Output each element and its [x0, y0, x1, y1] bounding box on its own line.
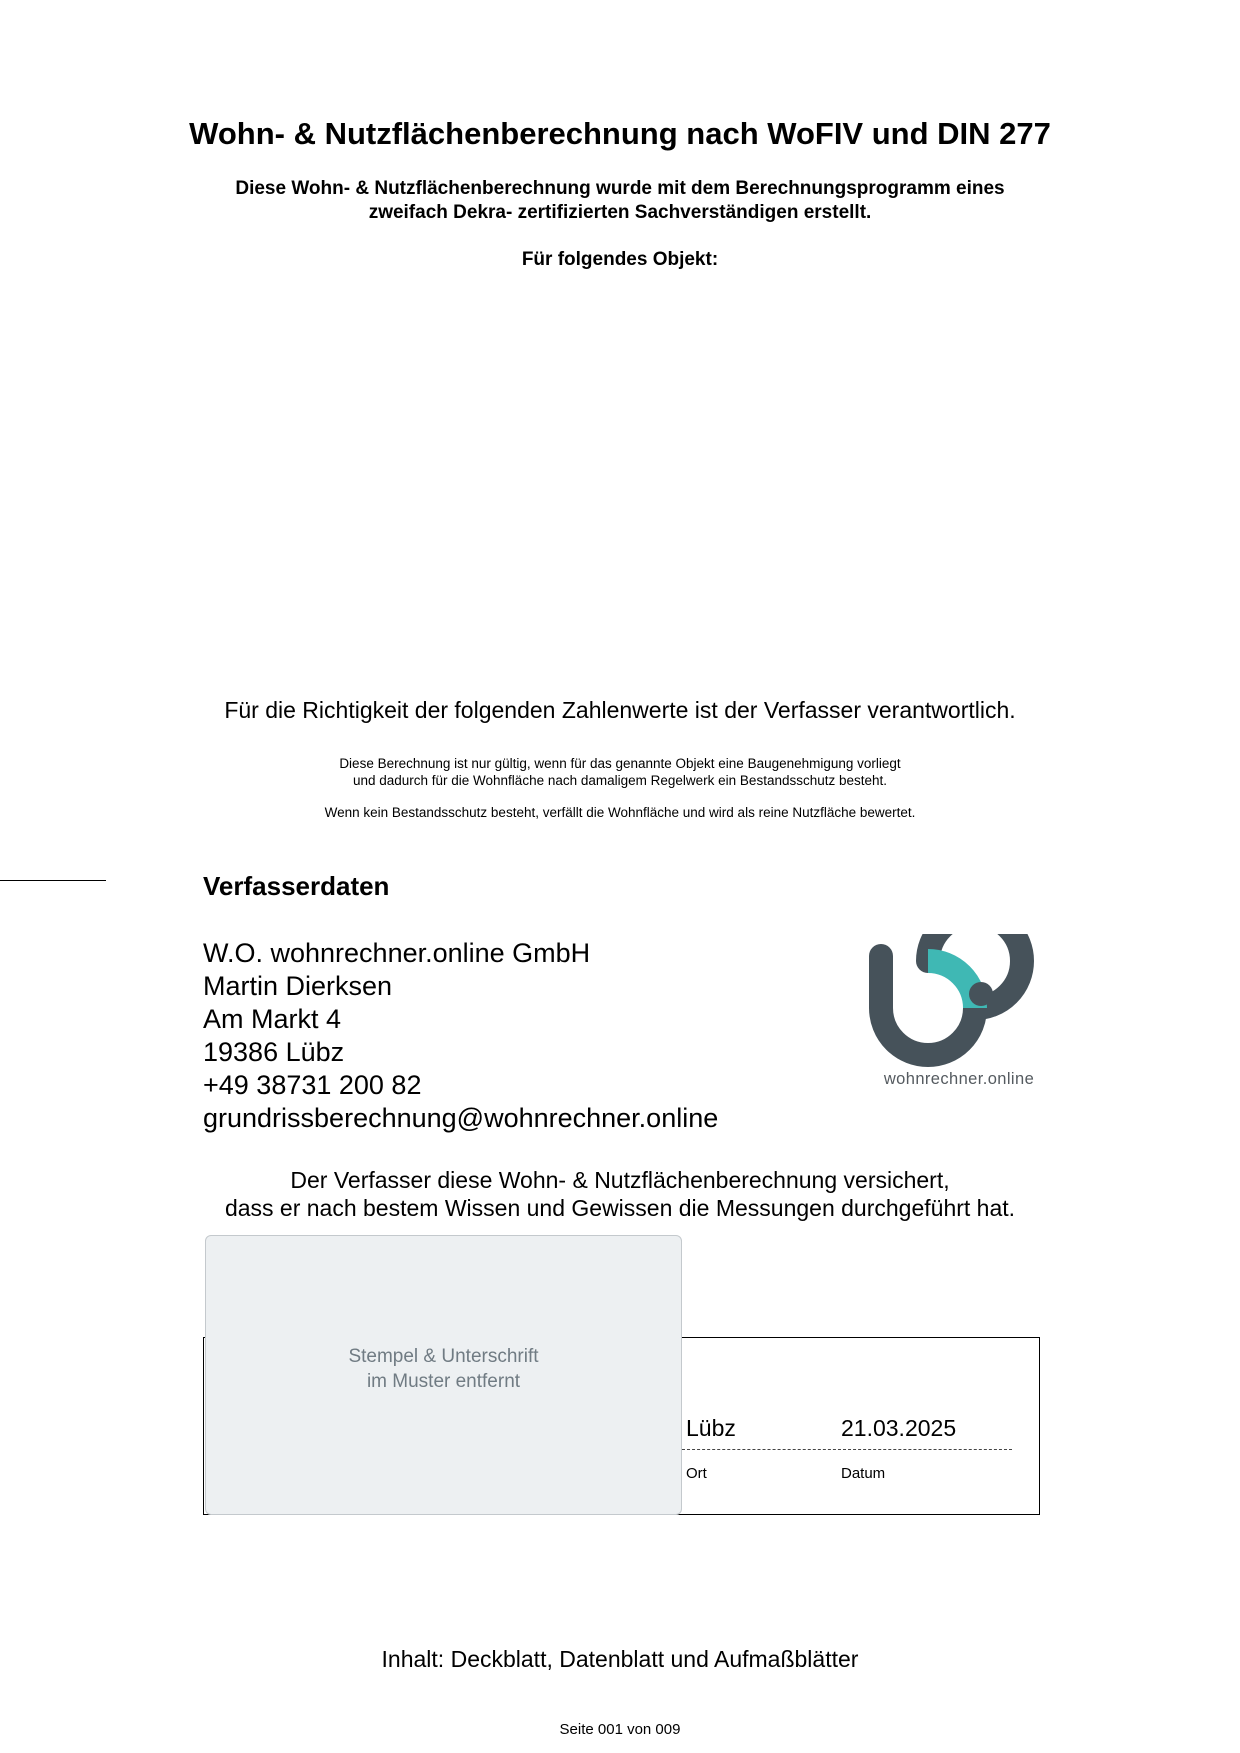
- validity-line-2: und dadurch für die Wohnfläche nach damaligem Regelwerk ein Bestandsschutz besteht.: [352, 773, 888, 788]
- document-title: Wohn- & Nutzflächenberechnung nach WoFIV und DIN 277: [189, 116, 1051, 151]
- place-label: Ort: [686, 1465, 707, 1482]
- object-label: Für folgendes Objekt:: [521, 249, 719, 270]
- fold-mark: [0, 880, 106, 881]
- assurance-text: [0, 1166, 1240, 1222]
- stamp-placeholder-text: [205, 1344, 682, 1394]
- stamp-line-1: Stempel & Unterschrift: [348, 1346, 539, 1367]
- author-street: Am Markt 4: [203, 1004, 342, 1034]
- author-email: grundrissberechnung@wohnrechner.online: [203, 1103, 719, 1133]
- author-company: W.O. wohnrechner.online GmbH: [203, 938, 591, 968]
- author-city: 19386 Lübz: [203, 1037, 345, 1067]
- intro-line-2: zweifach Dekra- zertifizierten Sachverständigen erstellt.: [368, 202, 872, 223]
- stamp-line-2: im Muster entfernt: [366, 1371, 521, 1392]
- signature-dash-line: [682, 1449, 1012, 1450]
- intro-line-1: Diese Wohn- & Nutzflächenberechnung wurde mit dem Berechnungsprogramm eines: [235, 178, 1005, 199]
- validity-note: [0, 755, 1240, 789]
- author-name: Martin Dierksen: [203, 971, 393, 1001]
- intro-text: [0, 177, 1240, 225]
- place-value: Lübz: [686, 1415, 736, 1441]
- logo-text: wohnrechner.online: [883, 1070, 1035, 1088]
- validity-line-3: Wenn kein Bestandsschutz besteht, verfällt die Wohnfläche und wird als reine Nutzfläche bewertet.: [324, 805, 916, 820]
- author-details: [203, 937, 718, 1135]
- date-value: 21.03.2025: [841, 1415, 957, 1441]
- assurance-line-2: dass er nach bestem Wissen und Gewissen die Messungen durchgeführt hat.: [224, 1195, 1016, 1221]
- author-heading: Verfasserdaten: [203, 871, 390, 901]
- contents-note: Inhalt: Deckblatt, Datenblatt und Aufmaßblätter: [381, 1646, 859, 1672]
- validity-line-1: Diese Berechnung ist nur gültig, wenn für das genannte Objekt eine Baugenehmigung vorliegt: [339, 756, 901, 771]
- responsibility-note: Für die Richtigkeit der folgenden Zahlenwerte ist der Verfasser verantwortlich.: [224, 697, 1016, 723]
- author-phone: +49 38731 200 82: [203, 1070, 422, 1100]
- date-label: Datum: [841, 1465, 886, 1482]
- page-number: Seite 001 von 009: [559, 1721, 681, 1738]
- assurance-line-1: Der Verfasser diese Wohn- & Nutzflächenberechnung versichert,: [290, 1167, 950, 1193]
